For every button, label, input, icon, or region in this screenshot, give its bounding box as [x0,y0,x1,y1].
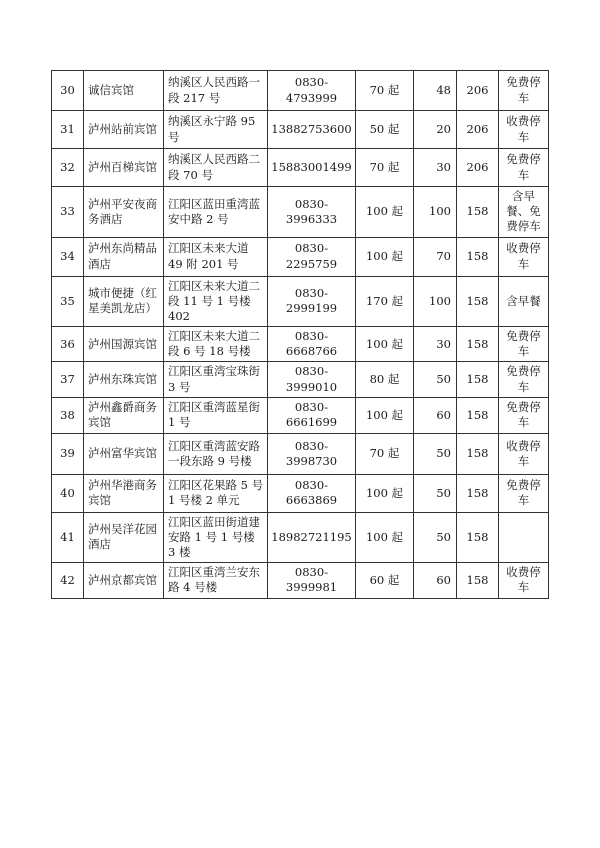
price-cell: 100 起 [356,474,414,512]
room-count-cell: 50 [414,433,457,474]
price-cell: 170 起 [356,276,414,327]
price-cell: 100 起 [356,397,414,433]
hotel-name-cell: 泸州东尚精品酒店 [84,237,164,276]
row-number-cell: 39 [52,433,84,474]
phone-cell: 0830-2295759 [268,237,356,276]
hotel-name-cell: 泸州平安夜商务酒店 [84,187,164,238]
row-number-cell: 30 [52,71,84,111]
table-row [52,327,549,362]
table-row [52,397,549,433]
table-row [52,149,549,187]
room-count-cell: 50 [414,474,457,512]
room-count-cell: 20 [414,111,457,149]
address-cell: 江阳区重湾蓝安路一段东路 9 号楼 [164,433,268,474]
price-cell: 50 起 [356,111,414,149]
service-cell: 收费停车 [499,433,549,474]
price-cell: 100 起 [356,187,414,238]
row-number-cell: 33 [52,187,84,238]
hotel-name-cell: 泸州华港商务宾馆 [84,474,164,512]
row-number-cell: 35 [52,276,84,327]
distance-cell: 206 [457,149,499,187]
row-number-cell: 36 [52,327,84,362]
address-cell: 纳溪区人民西路二段 70 号 [164,149,268,187]
phone-cell: 0830-3996333 [268,187,356,238]
table-row [52,512,549,563]
phone-cell: 0830-3999010 [268,362,356,397]
service-cell: 免费停车 [499,327,549,362]
price-cell: 60 起 [356,563,414,598]
phone-cell: 0830-3999981 [268,563,356,598]
address-cell: 江阳区未来大道二段 11 号 1 号楼 402 [164,276,268,327]
hotel-name-cell: 泸州东珠宾馆 [84,362,164,397]
hotel-name-cell: 泸州鑫爵商务宾馆 [84,397,164,433]
distance-cell: 158 [457,512,499,563]
address-cell: 纳溪区人民西路一段 217 号 [164,71,268,111]
hotel-name-cell: 泸州百梯宾馆 [84,149,164,187]
room-count-cell: 50 [414,362,457,397]
room-count-cell: 100 [414,187,457,238]
row-number-cell: 42 [52,563,84,598]
phone-cell: 0830-6663869 [268,474,356,512]
price-cell: 70 起 [356,149,414,187]
phone-cell: 0830-3998730 [268,433,356,474]
distance-cell: 158 [457,397,499,433]
room-count-cell: 60 [414,397,457,433]
hotel-name-cell: 泸州吴洋花园酒店 [84,512,164,563]
address-cell: 江阳区蓝田重湾蓝安中路 2 号 [164,187,268,238]
phone-cell: 0830-4793999 [268,71,356,111]
service-cell: 免费停车 [499,474,549,512]
price-cell: 70 起 [356,71,414,111]
hotel-list-table [51,70,549,599]
address-cell: 江阳区花果路 5 号 1 号楼 2 单元 [164,474,268,512]
distance-cell: 158 [457,187,499,238]
table-body [52,71,549,599]
room-count-cell: 70 [414,237,457,276]
table-row [52,474,549,512]
row-number-cell: 41 [52,512,84,563]
distance-cell: 158 [457,563,499,598]
address-cell: 江阳区未来大道二段 6 号 18 号楼 [164,327,268,362]
room-count-cell: 48 [414,71,457,111]
distance-cell: 158 [457,237,499,276]
distance-cell: 206 [457,71,499,111]
phone-cell: 18982721195 [268,512,356,563]
hotel-name-cell: 泸州京都宾馆 [84,563,164,598]
price-cell: 100 起 [356,327,414,362]
table-row [52,111,549,149]
address-cell: 江阳区未来大道 49 附 201 号 [164,237,268,276]
price-cell: 70 起 [356,433,414,474]
hotel-name-cell: 诚信宾馆 [84,71,164,111]
service-cell: 免费停车 [499,397,549,433]
service-cell: 收费停车 [499,237,549,276]
service-cell: 免费停车 [499,71,549,111]
address-cell: 江阳区蓝田街道建安路 1 号 1 号楼 3 楼 [164,512,268,563]
room-count-cell: 100 [414,276,457,327]
phone-cell: 0830-6668766 [268,327,356,362]
phone-cell: 13882753600 [268,111,356,149]
table-row [52,187,549,238]
hotel-name-cell: 城市便捷（红星美凯龙店） [84,276,164,327]
row-number-cell: 32 [52,149,84,187]
row-number-cell: 38 [52,397,84,433]
hotel-name-cell: 泸州富华宾馆 [84,433,164,474]
service-cell: 含早餐、免费停车 [499,187,549,238]
table-row [52,276,549,327]
row-number-cell: 34 [52,237,84,276]
address-cell: 纳溪区永宁路 95 号 [164,111,268,149]
address-cell: 江阳区重湾蓝星街 1 号 [164,397,268,433]
phone-cell: 0830-6661699 [268,397,356,433]
table-row [52,71,549,111]
row-number-cell: 31 [52,111,84,149]
address-cell: 江阳区重湾宝珠街 3 号 [164,362,268,397]
service-cell: 免费停车 [499,362,549,397]
address-cell: 江阳区重湾兰安东路 4 号楼 [164,563,268,598]
service-cell: 收费停车 [499,563,549,598]
distance-cell: 158 [457,276,499,327]
service-cell: 含早餐 [499,276,549,327]
service-cell: 免费停车 [499,149,549,187]
price-cell: 80 起 [356,362,414,397]
price-cell: 100 起 [356,512,414,563]
distance-cell: 158 [457,433,499,474]
row-number-cell: 37 [52,362,84,397]
room-count-cell: 50 [414,512,457,563]
hotel-name-cell: 泸州站前宾馆 [84,111,164,149]
room-count-cell: 30 [414,327,457,362]
row-number-cell: 40 [52,474,84,512]
room-count-cell: 30 [414,149,457,187]
room-count-cell: 60 [414,563,457,598]
table-row [52,563,549,598]
table-row [52,433,549,474]
service-cell [499,512,549,563]
phone-cell: 15883001499 [268,149,356,187]
distance-cell: 158 [457,327,499,362]
phone-cell: 0830-2999199 [268,276,356,327]
service-cell: 收费停车 [499,111,549,149]
table-row [52,362,549,397]
table-row [52,237,549,276]
distance-cell: 158 [457,474,499,512]
distance-cell: 206 [457,111,499,149]
hotel-name-cell: 泸州国源宾馆 [84,327,164,362]
distance-cell: 158 [457,362,499,397]
price-cell: 100 起 [356,237,414,276]
